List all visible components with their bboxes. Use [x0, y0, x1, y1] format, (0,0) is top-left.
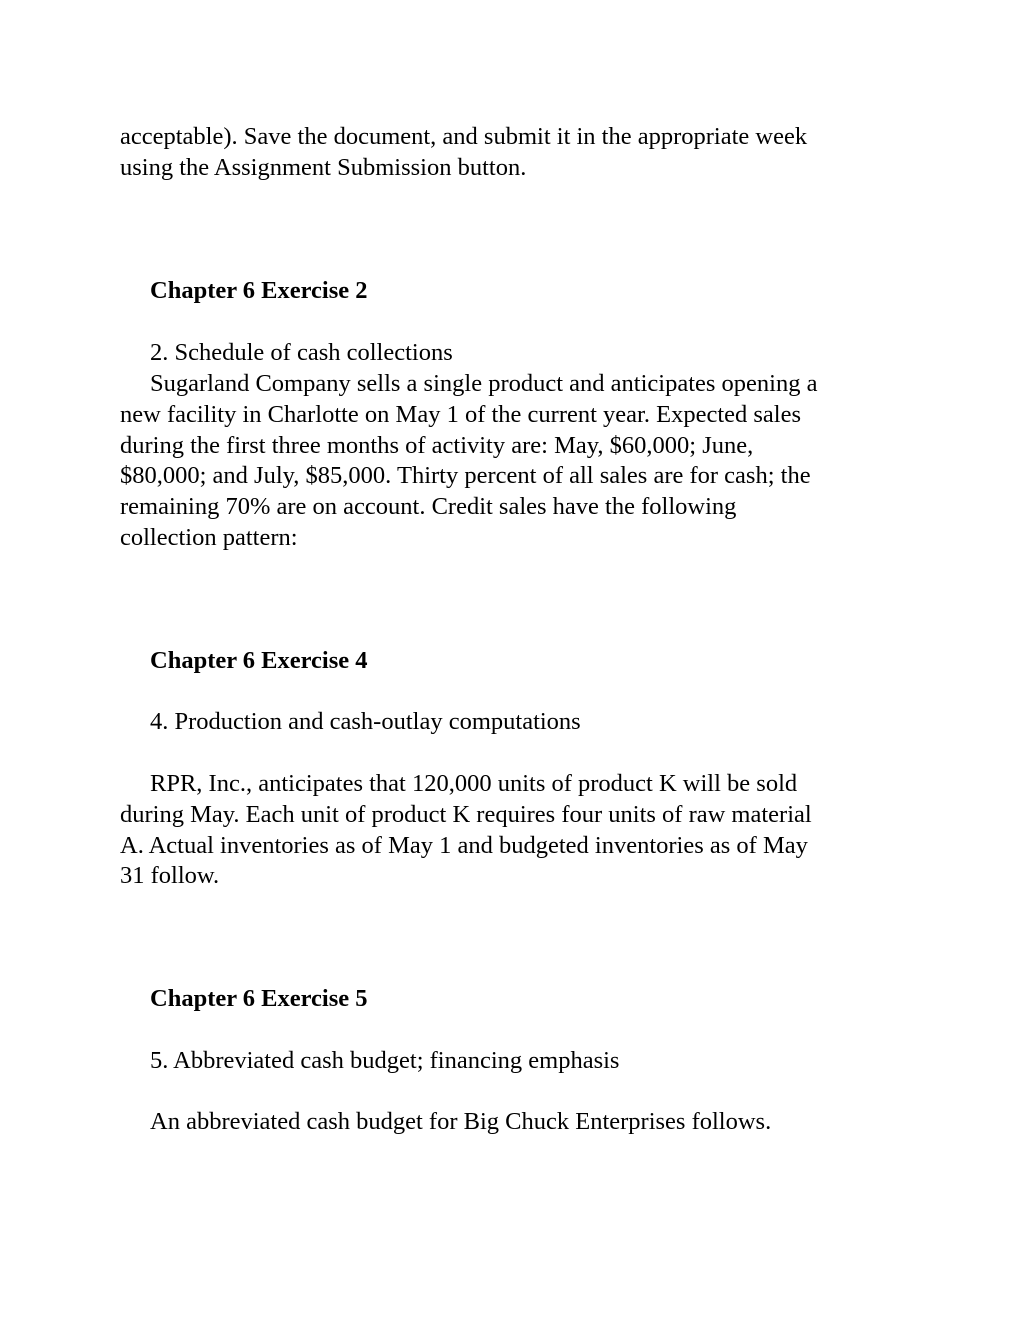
- exercise-5-body-line-1: An abbreviated cash budget for Big Chuck Enterprises follows.: [150, 1108, 772, 1135]
- intro-line-2: using the Assignment Submission button.: [120, 154, 527, 181]
- exercise-2-body-line-2: new facility in Charlotte on May 1 of the current year. Expected sales: [120, 401, 801, 428]
- exercise-2-body-line-3: during the first three months of activity are: May, $60,000; June,: [120, 432, 754, 459]
- intro-line-1: acceptable). Save the document, and submit it in the appropriate week: [120, 123, 808, 150]
- exercise-4-subtitle: 4. Production and cash-outlay computations: [150, 708, 581, 735]
- exercise-2-body-line-1: Sugarland Company sells a single product and anticipates opening a: [150, 370, 818, 397]
- exercise-5-subtitle: 5. Abbreviated cash budget; financing emphasis: [150, 1047, 620, 1074]
- exercise-4-body-line-4: 31 follow.: [120, 862, 220, 889]
- exercise-2-heading: Chapter 6 Exercise 2: [150, 277, 368, 304]
- exercise-4-heading: Chapter 6 Exercise 4: [150, 647, 368, 674]
- exercise-4-body-line-2: during May. Each unit of product K requires four units of raw material: [120, 801, 812, 828]
- exercise-2-body-line-6: collection pattern:: [120, 524, 298, 551]
- exercise-4-body-line-3: A. Actual inventories as of May 1 and budgeted inventories as of May: [120, 832, 808, 859]
- exercise-2-body-line-4: $80,000; and July, $85,000. Thirty percent of all sales are for cash; the: [120, 462, 811, 489]
- exercise-2-body-line-5: remaining 70% are on account. Credit sales have the following: [120, 493, 737, 520]
- exercise-5-heading: Chapter 6 Exercise 5: [150, 985, 368, 1012]
- exercise-4-body-line-1: RPR, Inc., anticipates that 120,000 units of product K will be sold: [150, 770, 798, 797]
- exercise-2-subtitle: 2. Schedule of cash collections: [150, 339, 453, 366]
